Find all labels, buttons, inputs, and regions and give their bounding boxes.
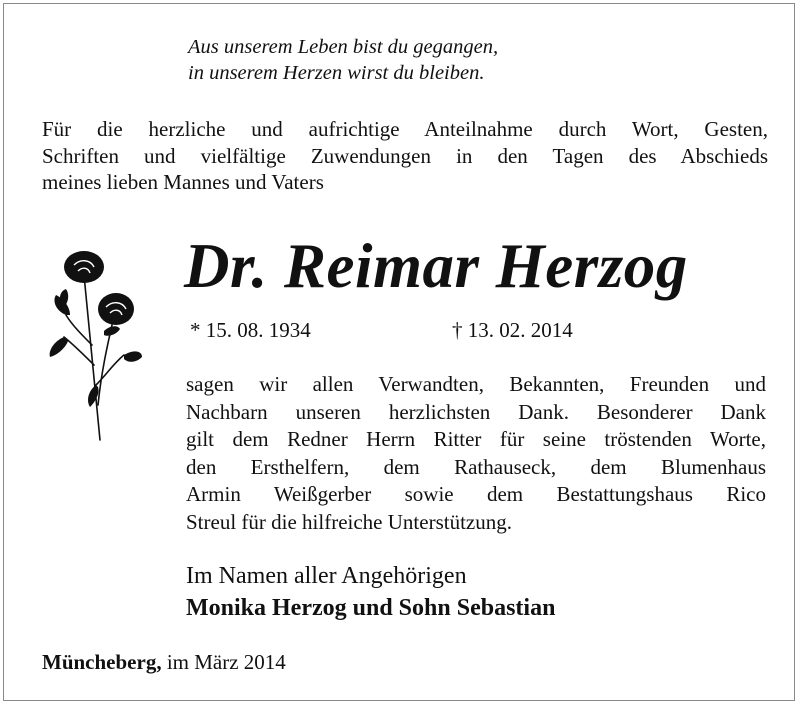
verse-line: Aus unserem Leben bist du gegangen, bbox=[188, 36, 499, 58]
intro-line: meines lieben Mannes und Vaters bbox=[42, 170, 324, 194]
intro-paragraph bbox=[42, 116, 768, 196]
thanks-line: Streul für die hilfreiche Unterstützung. bbox=[186, 509, 512, 534]
thanks-line: Nachbarn unseren herzlichsten Dank. Besonderer Dank bbox=[186, 399, 766, 424]
deceased-name: Dr. Reimar Herzog bbox=[184, 231, 688, 301]
birth-date: * 15. 08. 1934 bbox=[190, 318, 311, 342]
signature-names: Monika Herzog und Sohn Sebastian bbox=[186, 595, 556, 621]
place-date bbox=[42, 650, 286, 675]
place-town: Müncheberg, bbox=[42, 650, 162, 674]
place-month: im März 2014 bbox=[166, 650, 286, 674]
verse-line: in unserem Herzen wirst du bleiben. bbox=[188, 62, 485, 84]
death-date: † 13. 02. 2014 bbox=[452, 318, 573, 342]
memorial-verse bbox=[188, 34, 498, 86]
thanks-line: Armin Weißgerber sowie dem Bestattungshaus Rico bbox=[186, 482, 766, 506]
thanks-line: gilt dem Redner Herrn Ritter für seine tröstenden Worte, bbox=[186, 427, 766, 451]
thanks-line: sagen wir allen Verwandten, Bekannten, Freunden und bbox=[186, 372, 766, 396]
rose-icon bbox=[44, 245, 144, 445]
intro-line: Für die herzliche und aufrichtige Anteilnahme durch Wort, Gesten, bbox=[42, 117, 768, 141]
intro-line: Schriften und vielfältige Zuwendungen in den Tagen des Abschieds bbox=[42, 143, 768, 168]
thanks-line: den Ersthelfern, dem Rathauseck, dem Blumenhaus bbox=[186, 454, 766, 479]
signature-intro: Im Namen aller Angehörigen bbox=[186, 563, 467, 589]
thanks-paragraph bbox=[186, 371, 766, 536]
